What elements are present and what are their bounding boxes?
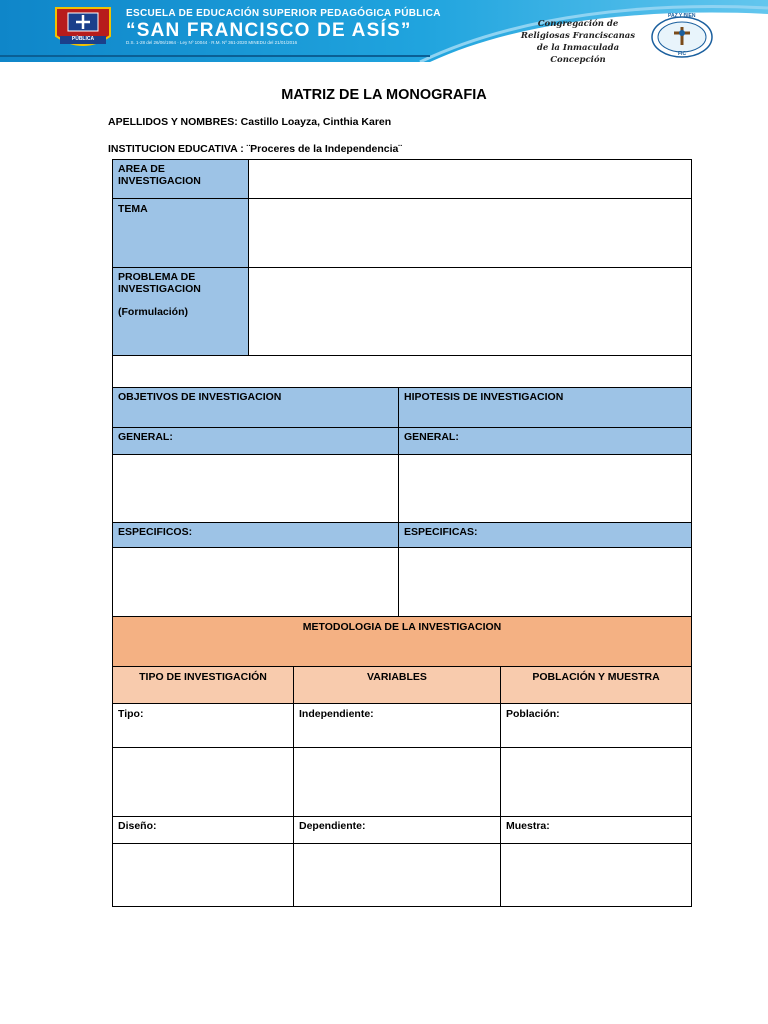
hipotesis-label: HIPOTESIS DE INVESTIGACION [404, 391, 564, 403]
tipo-input-cell[interactable] [112, 747, 294, 817]
dependiente-input-cell[interactable] [293, 843, 501, 907]
logo-text: PÚBLICA [71, 36, 95, 42]
school-legal-text: D.S. 1-28 del 26/06/1964 · Ley Nº 10044 · R.M. Nº 361-2020 MINEDU del 21/01/2016 [126, 40, 298, 45]
especificas-input-cell[interactable] [398, 547, 692, 617]
institution-value: ¨Proceres de la Independencia¨ [246, 143, 402, 155]
poblacion-label: Población: [506, 708, 560, 720]
metodologia-header-cell [112, 616, 692, 667]
document-title: MATRIZ DE LA MONOGRAFIA [281, 87, 487, 103]
student-label: APELLIDOS Y NOMBRES: [108, 116, 238, 128]
objetivos-header-cell [112, 387, 399, 428]
dependiente-label: Dependiente: [299, 820, 366, 832]
independiente-input-cell[interactable] [293, 747, 501, 817]
muestra-input-cell[interactable] [500, 843, 692, 907]
especificos-cell [112, 522, 399, 548]
especificas-cell [398, 522, 692, 548]
diseno-label: Diseño: [118, 820, 157, 832]
congregation-line-3: de la Inmaculada Concepción [536, 43, 620, 65]
variables-header-cell [293, 666, 501, 704]
congregation-text [508, 18, 648, 66]
seal-top-text: PAZ Y BIEN [668, 13, 696, 19]
tema-label-cell [112, 198, 249, 268]
diseno-cell [112, 816, 294, 844]
student-line [108, 116, 391, 128]
muestra-cell [500, 816, 692, 844]
general-obj-cell [112, 427, 399, 455]
poblacion-input-cell[interactable] [500, 747, 692, 817]
tipo-inv-label: TIPO DE INVESTIGACIÓN [139, 671, 267, 683]
independiente-label: Independiente: [299, 708, 374, 720]
congregation-line-2: Religiosas Franciscanas [520, 31, 636, 41]
poblacion-muestra-header-cell [500, 666, 692, 704]
problema-label-cell [112, 267, 249, 356]
tipo-cell [112, 703, 294, 748]
student-value: Castillo Loayza, Cinthia Karen [240, 116, 392, 128]
area-label-cell [112, 159, 249, 199]
general-hip-label: GENERAL: [404, 431, 459, 443]
congregation-seal [648, 13, 716, 59]
tipo-label: Tipo: [118, 708, 144, 720]
especificos-label: ESPECIFICOS: [118, 526, 193, 538]
institution-label: INSTITUCION EDUCATIVA : [108, 143, 244, 155]
general-obj-label: GENERAL: [118, 431, 173, 443]
school-logo [52, 6, 114, 52]
hipotesis-header-cell [398, 387, 692, 428]
area-label: AREA DE INVESTIGACION [118, 163, 201, 187]
spacer-row [112, 355, 692, 388]
problema-label: PROBLEMA DE INVESTIGACION [118, 271, 201, 295]
tema-label: TEMA [118, 203, 148, 215]
school-line1: ESCUELA DE EDUCACIÓN SUPERIOR PEDAGÓGICA PÚBLICA [126, 8, 441, 19]
formulacion-label: (Formulación) [118, 306, 188, 318]
congregation-line-1: Congregación de [537, 19, 619, 29]
especificos-input-cell[interactable] [112, 547, 399, 617]
independiente-cell [293, 703, 501, 748]
muestra-label: Muestra: [506, 820, 550, 832]
poblacion-muestra-label: POBLACIÓN Y MUESTRA [532, 671, 660, 683]
institution-line [108, 143, 402, 155]
objetivos-label: OBJETIVOS DE INVESTIGACION [118, 391, 282, 403]
especificas-label: ESPECIFICAS: [404, 526, 478, 538]
seal-bottom-text: FIC [678, 51, 687, 57]
general-hip-input-cell[interactable] [398, 454, 692, 523]
tipo-inv-header-cell [112, 666, 294, 704]
tema-input-cell[interactable] [248, 198, 692, 268]
general-obj-input-cell[interactable] [112, 454, 399, 523]
poblacion-cell [500, 703, 692, 748]
area-input-cell[interactable] [248, 159, 692, 199]
diseno-input-cell[interactable] [112, 843, 294, 907]
problema-input-cell[interactable] [248, 267, 692, 356]
general-hip-cell [398, 427, 692, 455]
school-name: “SAN FRANCISCO DE ASÍS” [126, 20, 412, 41]
variables-label: VARIABLES [367, 671, 427, 683]
metodologia-label: METODOLOGIA DE LA INVESTIGACION [302, 621, 502, 633]
dependiente-cell [293, 816, 501, 844]
